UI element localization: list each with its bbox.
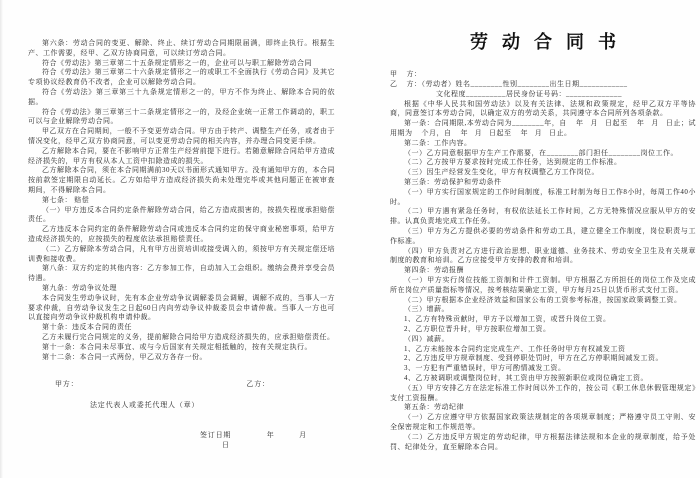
paragraph: 甲乙双方在合同期间，一般不予变更劳动合同。甲方由于转产、调整生产任务，或者由于情况变化，经甲乙双方协商同意，可以变更劳动合同的相关内容，并办理合同变更手续。 bbox=[28, 127, 335, 145]
paragraph: （三）增薪。 bbox=[404, 305, 449, 314]
paragraph: 乙方解除本合同，要在不影响甲方正常生产经营前提下进行。若随意解除合同给甲方造成经济损失的，甲方有权从本人工资中扣除造成的损失。 bbox=[28, 146, 335, 165]
paragraph: 第一条：合同期限,本劳动合同为________年，自 年 月 日起至 年 月 日止；试用期为 个月，自 年 月 日起至 年 月 日止。 bbox=[390, 119, 696, 137]
sign-date-day-label: 日 bbox=[222, 441, 230, 450]
paragraph: 符合《劳动法》第三章第二十五条规定情形之一的，企业可以与职工解除劳动合同 bbox=[42, 58, 312, 67]
paragraph: 乙方未履行完合同规定的义务，提前解除合同给甲方造成经济损失的，应承担赔偿责任。 bbox=[42, 332, 335, 341]
paragraph: 第十一条：本合同未尽事宜、或与今后国家有关规定相抵触的，按有关规定执行。 bbox=[42, 342, 312, 351]
paragraph: 本合同发生劳动争议时，先有本企业劳动争议调解委员会调解，调解不成的，当事人一方要求仲裁，自劳动争议发生之日起60日内向劳动争议仲裁委员会申请仲裁。当事人一方也可以直接向劳动争议仲裁机构申请仲裁。 bbox=[28, 293, 335, 322]
paragraph: （二）甲方遇有紧急任务时，有权依法延长工作时间，乙方无特殊情况应服从甲方的安排。认真负责地完成工作任务。 bbox=[390, 207, 696, 226]
contract-title: 劳动合同书 bbox=[470, 32, 630, 52]
right-page-paragraphs bbox=[390, 100, 696, 453]
paragraph: 第十条：违反本合同的责任 bbox=[42, 323, 132, 332]
legal-representative-row bbox=[90, 400, 335, 410]
paragraph: 乙方违反本合同约定的条件解除劳动合同或违反本合同约定的保守商业秘密事项，给甲方造成经济损失的，应按损失的程度依法承担赔偿责任。 bbox=[28, 225, 335, 243]
sign-date-row bbox=[200, 430, 335, 450]
paragraph: （一）甲方违反本合同约定条件解除劳动合同，给乙方造成损害的，按损失程度承担赔偿责任。 bbox=[28, 205, 335, 224]
paragraph: （二）乙方违反甲方规定的劳动纪律，甲方根据法律法规和本企业的规章制度，给予处罚、纪律处分，直至解除本合同。 bbox=[390, 432, 696, 451]
paragraph: （一）乙方同意根据甲方生产工作需要，在________部门担任________岗位工作。 bbox=[404, 148, 678, 157]
paragraph: （三）甲方为乙方提供必要的劳动条件和劳动工具，建立健全工作制度，岗位职责与工作标准。 bbox=[390, 226, 696, 245]
sign-date-label: 签订日期 bbox=[200, 431, 232, 440]
paragraph: 第六条：劳动合同的变更、解除、终止、续订劳动合同期限届满，即终止执行。根据生产、工作需要，经甲、乙双方协商同意，可以续订劳动合同。 bbox=[28, 39, 335, 57]
paragraph: 第七条： 赔偿 bbox=[42, 195, 90, 204]
paragraph: 第十二条：本合同一式两份，甲乙双方各存一份。 bbox=[42, 352, 207, 361]
paragraph: （二）乙方解除本劳动合同，凡有甲方出资培训或接受调入的，须按甲方有关规定偿还培训费和接收费。 bbox=[28, 244, 335, 263]
paragraph: （二）乙方按甲方要求按时完成工作任务，达到规定的工作标准。 bbox=[404, 158, 622, 167]
legal-representative-label: 法定代表人或委托代理人（章） bbox=[90, 401, 200, 410]
paragraph: 符合《劳动法》第三章第三十二条规定情形之一的，及经企业统一正常工作调动的，职工可以与企业解除劳动合同。 bbox=[28, 107, 335, 126]
education-id-line: 文化程度__________居民身份证号码：______________ bbox=[436, 90, 622, 99]
paragraph: 第三条：劳动保护和劳动条件 bbox=[404, 177, 502, 186]
paragraph: （四）减薪。 bbox=[404, 334, 449, 343]
paragraph: 第五条：劳动纪律 bbox=[404, 403, 464, 412]
paragraph: 2、乙方职位晋升时，甲方按职位增加工资。 bbox=[404, 324, 551, 333]
paragraph: 第四条：劳动报酬 bbox=[404, 266, 464, 275]
paragraph: （一）乙方应遵守甲方依据国家政策法规制定的各项规章制度；严格遵守员工守则、安全保密规定和工作规范等。 bbox=[390, 413, 696, 431]
paragraph: 第九条：劳动争议处理 bbox=[42, 283, 117, 292]
paragraph: 1、乙方有特殊贡献时，甲方予以增加工资，或晋升岗位工资。 bbox=[404, 315, 611, 324]
paragraph: 4、乙方被调职或调整岗位时，其工资由甲方按照新职位或岗位确定工资。 bbox=[404, 373, 648, 382]
party-b-line: 乙 方：（劳动者）姓名________性别________出生日期____________ bbox=[390, 80, 628, 89]
paragraph: （一）甲方实行岗位技能工资制和计件工资制。甲方根据乙方所担任的岗位工作及完成所在岗位产质量指标等情况，按考核结果确定工资，甲方每月25日以货币形式支付工资。 bbox=[390, 275, 696, 294]
paragraph: 符合《劳动法》第三章第三十九条规定情形之一的，甲方不作为终止、解除本合同的依据。 bbox=[28, 87, 335, 106]
paragraph: （一）甲方实行国家规定的工作时间制度，标准工时制为每日工作8小时，每周工作40小时。 bbox=[390, 187, 696, 206]
paragraph: 2、乙方违反甲方规章制度、受到停职处罚时，甲方在乙方停职期间减发工资。 bbox=[404, 354, 663, 363]
party-a-line: 甲 方： bbox=[390, 70, 422, 78]
page-right bbox=[350, 0, 700, 478]
paragraph: 乙方解除本合同，须在本合同期满前30天以书面形式通知甲方。没有通知甲方的，本合同按前款签定期限自动延长。乙方如给甲方造成经济损失尚未处理完毕或其他问题正在被审查期间，不得解除本合同。 bbox=[28, 166, 335, 194]
paragraph: （四）甲方负责对乙方进行政治思想、职业道德、业务技术、劳动安全卫生及有关规章制度的教育和培训。乙方应接受甲方安排的教育和培训。 bbox=[390, 246, 696, 265]
paragraph: 1、乙方未能按本合同约定完成生产、工作任务时甲方有权减发工资 bbox=[404, 344, 626, 353]
paragraph: 第八条：双方约定的其他内容：乙方参加工作，自动加入工会组织。缴纳会费并享受会员待遇。 bbox=[28, 264, 335, 283]
paragraph: （五）甲方安排乙方在法定标准工作时间以外工作的，按公司《职工休息休假管理规定》支付工资报酬。 bbox=[390, 383, 696, 402]
party-a-signature-label: 甲方： bbox=[55, 380, 79, 389]
paragraph: （三）因生产经营发生变化，甲方有权调整乙方工作岗位。 bbox=[404, 168, 599, 177]
party-b-signature-label: 乙方： bbox=[246, 380, 270, 389]
sign-date-month-label: 月 bbox=[299, 431, 307, 440]
paragraph: 第二条：工作内容。 bbox=[404, 138, 472, 147]
paragraph: 符合《劳动法》第三章第二十六条规定情形之一的或职工不全面执行《劳动合同》及其它专项协议经教育仍不改者，企业可以解除劳动合同。 bbox=[28, 68, 335, 87]
sign-date-year-label: 年 bbox=[266, 431, 275, 440]
paragraph: 根据《中华人民共和国劳动法》以及有关法律、法规和政策规定，经甲乙双方平等协商，同意签订本劳动合同，以确定双方的劳动关系，共同遵守本合同所列各项条款。 bbox=[390, 99, 696, 118]
paragraph: 3、一方犯有严重错误时，甲方可酌情减发工资。 bbox=[404, 364, 566, 373]
paragraph: （二）甲方根据本企业经济效益和国家公布的工资参考标准，按国家政策调整工资。 bbox=[404, 295, 682, 304]
signature-parties-row bbox=[28, 379, 335, 389]
left-page-paragraphs bbox=[28, 39, 335, 362]
signature-block bbox=[28, 379, 335, 450]
